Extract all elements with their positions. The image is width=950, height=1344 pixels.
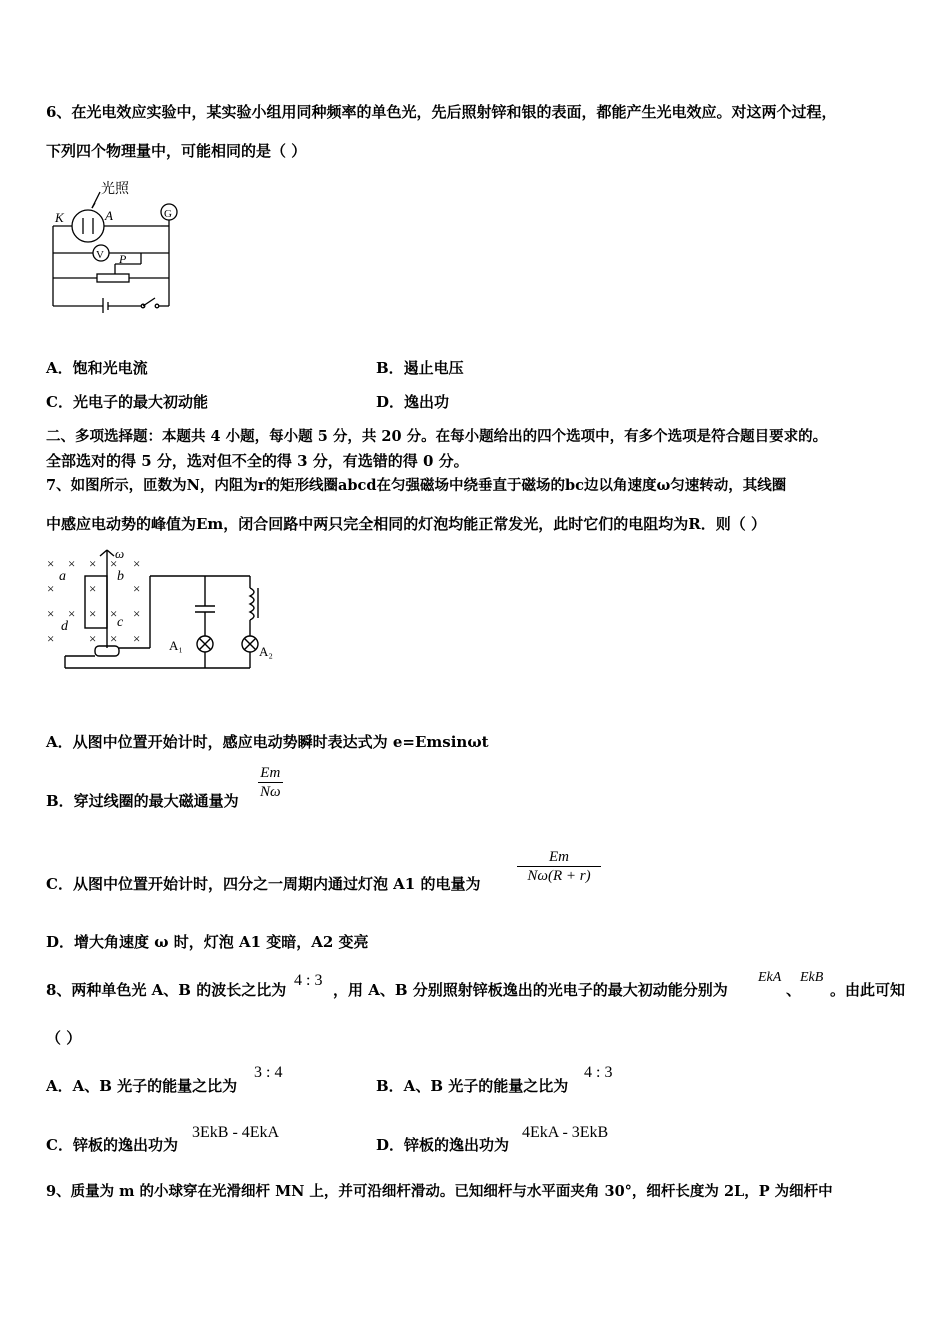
k-label: K — [55, 210, 64, 225]
q8-stem-part3: 。由此可知 — [830, 981, 906, 999]
q6-option-b: B．遏止电压 — [376, 359, 464, 377]
q7-stem-line1: 7、如图所示，匝数为N，内阻为r的矩形线圈abcd在匀强磁场中绕垂直于磁场的bc边以角速度ω匀速转动，其线圈 — [46, 477, 787, 494]
q7-b-denominator: Nω — [260, 784, 281, 800]
q7-option-b-fraction — [258, 764, 283, 801]
svg-text:×: × — [68, 606, 76, 621]
q6-stem-line2: 下列四个物理量中，可能相同的是（ ） — [46, 142, 307, 160]
q6-option-c: C．光电子的最大初动能 — [46, 393, 208, 411]
svg-text:×: × — [89, 556, 97, 571]
q8-option-a-math: 3 : 4 — [254, 1064, 283, 1081]
q7-option-a: A．从图中位置开始计时，感应电动势瞬时表达式为 e=Emsinωt — [46, 733, 489, 751]
q8-option-b: B．A、B 光子的能量之比为 — [376, 1077, 569, 1095]
svg-text:×: × — [47, 581, 55, 596]
coil-b-label: b — [117, 569, 124, 584]
q8-stem-part2: ，用 A、B 分别照射锌板逸出的光电子的最大初动能分别为 — [333, 981, 728, 999]
q8-option-c-math: 3EkB - 4EkA — [192, 1124, 280, 1141]
q7-option-c: C．从图中位置开始计时，四分之一周期内通过灯泡 A1 的电量为 — [46, 875, 481, 893]
svg-text:×: × — [133, 581, 141, 596]
section2-line2: 全部选对的得 5 分，选对但不全的得 3 分，有选错的得 0 分。 — [46, 452, 469, 470]
coil-a-label: a — [59, 569, 66, 584]
coil-c-label: c — [117, 615, 124, 630]
svg-text:×: × — [89, 606, 97, 621]
q8-separator: 、 — [786, 981, 802, 999]
lamp-a1-label: A₁ — [169, 638, 183, 653]
p-label: P — [119, 252, 127, 266]
q9-stem-line1: 9、质量为 m 的小球穿在光滑细杆 MN 上，并可沿细杆滑动。已知细杆与水平面夹角 30°，细杆长度为 2L，P 为细杆中 — [46, 1183, 833, 1200]
q6-stem-line1: 6、在光电效应实验中，某实验小组用同种频率的单色光，先后照射锌和银的表面，都能产生光电效应。对这两个过程， — [46, 103, 837, 121]
q6-option-a: A．饱和光电流 — [46, 359, 148, 377]
svg-text:×: × — [110, 631, 118, 646]
q8-eka: EkA — [758, 970, 782, 985]
q8-answer-paren: （ ） — [46, 1029, 82, 1047]
svg-text:×: × — [89, 631, 97, 646]
photoelectric-circuit-figure — [45, 178, 195, 313]
q8-stem-part1: 8、两种单色光 A、B 的波长之比为 — [46, 981, 287, 999]
q7-c-denominator: Nω(R + r) — [517, 866, 601, 885]
v-label: V — [96, 249, 104, 261]
q8-option-c: C．锌板的逸出功为 — [46, 1136, 178, 1154]
g-label: G — [164, 208, 172, 220]
svg-text:×: × — [47, 631, 55, 646]
q7-option-b: B．穿过线圈的最大磁通量为 — [46, 792, 239, 810]
q6-option-d: D．逸出功 — [376, 393, 450, 411]
svg-text:×: × — [47, 606, 55, 621]
q8-ekb: EkB — [800, 970, 824, 985]
q7-option-d: D．增大角速度 ω 时，灯泡 A1 变暗，A2 变亮 — [46, 933, 369, 951]
svg-text:×: × — [110, 606, 118, 621]
svg-text:×: × — [133, 606, 141, 621]
svg-text:×: × — [110, 556, 118, 571]
a-label: A — [105, 208, 113, 223]
q8-option-d: D．锌板的逸出功为 — [376, 1136, 510, 1154]
svg-text:×: × — [133, 631, 141, 646]
q8-ratio: 4 : 3 — [294, 972, 323, 989]
coil-d-label: d — [61, 619, 68, 634]
svg-text:×: × — [68, 556, 76, 571]
q7-c-numerator: Em — [549, 849, 569, 865]
rotating-coil-circuit-figure — [45, 548, 280, 678]
lamp-a2-label: A₂ — [259, 644, 273, 659]
q8-option-b-math: 4 : 3 — [584, 1064, 613, 1081]
svg-text:×: × — [133, 556, 141, 571]
svg-text:×: × — [89, 581, 97, 596]
q7-option-c-fraction — [517, 848, 601, 885]
q8-option-a: A．A、B 光子的能量之比为 — [46, 1077, 238, 1095]
section2-line1: 二、多项选择题：本题共 4 小题，每小题 5 分，共 20 分。在每小题给出的四个选项中，有多个选项是符合题目要求的。 — [46, 428, 828, 445]
q7-stem-line2: 中感应电动势的峰值为Em，闭合回路中两只完全相同的灯泡均能正常发光，此时它们的电阻均为R．则（ ） — [46, 515, 766, 533]
svg-text:×: × — [47, 556, 55, 571]
q8-option-d-math: 4EkA - 3EkB — [522, 1124, 609, 1141]
light-label: 光照 — [101, 182, 129, 197]
q7-b-numerator: Em — [260, 765, 281, 781]
omega-label: ω — [115, 548, 125, 561]
